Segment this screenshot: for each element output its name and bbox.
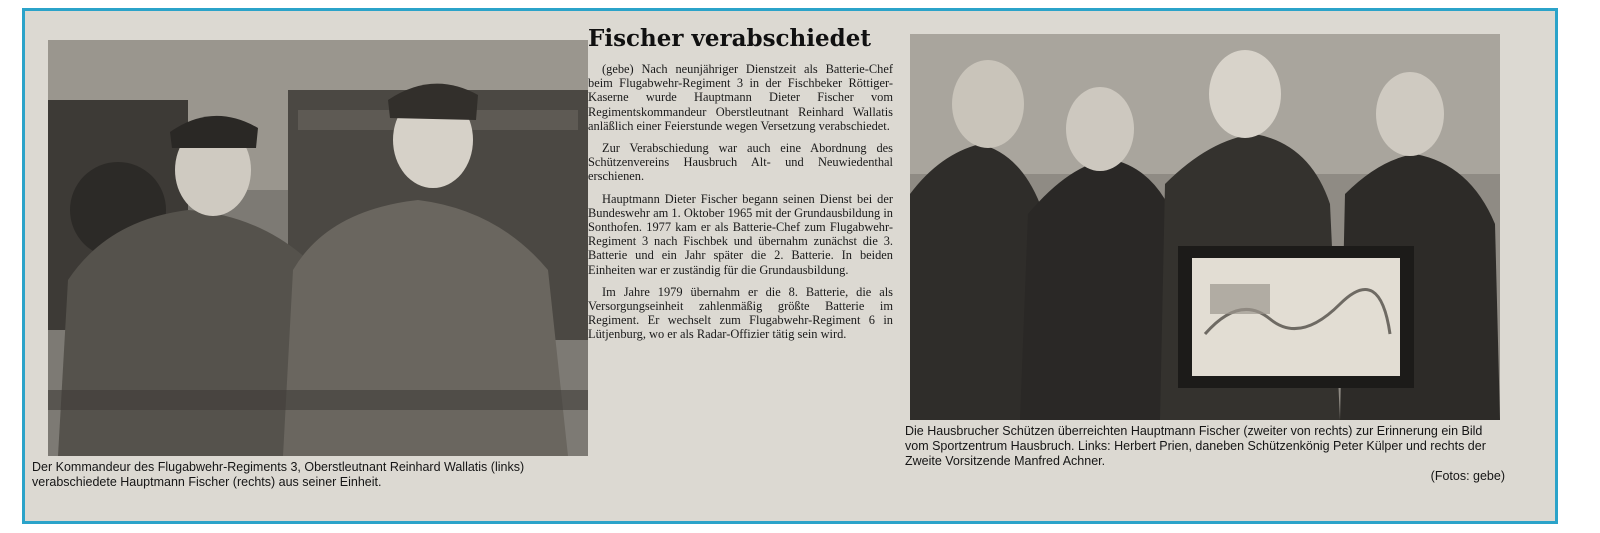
article-paragraph-3: Hauptmann Dieter Fischer begann seinen Dienst bei der Bundeswehr am 1. Oktober 1965 mit der Grundausbildung in Sonthofen. 1977 kam er als Batterie-Chef zum Flugabwehr-Regiment 3 nach Fischbek und übernahm zunächst die 3. Batterie und ein Jahr später die 2. Batterie. In beiden Einheiten war er zuständig für die Grundausbildung. [588, 191, 893, 277]
photo-soldiers [48, 40, 588, 456]
photo-presentation-caption [905, 424, 1505, 484]
photo-credit: (Fotos: gebe) [1430, 469, 1505, 483]
photo-presentation [910, 34, 1500, 420]
article [588, 26, 893, 350]
article-paragraph-1: (gebe) Nach neunjähriger Dienstzeit als Batterie-Chef beim Flugabwehr-Regiment 3 in der Fischbeker Röttiger-Kaserne wurde Hauptmann Dieter Fischer vom Regimentskommandeur Oberstleutnant Reinhard Wallatis anläßlich einer Feierstunde wegen Versetzung verabschiedet. [588, 62, 893, 133]
article-paragraph-4: Im Jahre 1979 übernahm er die 8. Batterie, die als Versorgungseinheit zahlenmäßig größte Batterie im Regiment. Er wechselt zum Flugabwehr-Regiment 6 in Lütjenburg, wo er als Radar-Offizier tätig sein wird. [588, 284, 893, 342]
article-paragraph-2: Zur Verabschiedung war auch eine Abordnung des Schützenvereins Hausbruch Alt- und Neuwiedenthal erschienen. [588, 141, 893, 184]
photo-soldiers-caption: Der Kommandeur des Flugabwehr-Regiments 3, Oberstleutnant Reinhard Wallatis (links) verabschiedete Hauptmann Fischer (rechts) aus seiner Einheit. [32, 460, 525, 489]
headline: Fischer verabschiedet [588, 25, 871, 52]
photo-presentation-caption-text: Die Hausbrucher Schützen überreichten Hauptmann Fischer (zweiter von rechts) zur Erinnerung ein Bild vom Sportzentrum Hausbruch. Links: Herbert Prien, daneben Schützenkönig Peter Külper und rechts der Zweite Vorsitzende Manfred Achner. [905, 424, 1486, 468]
